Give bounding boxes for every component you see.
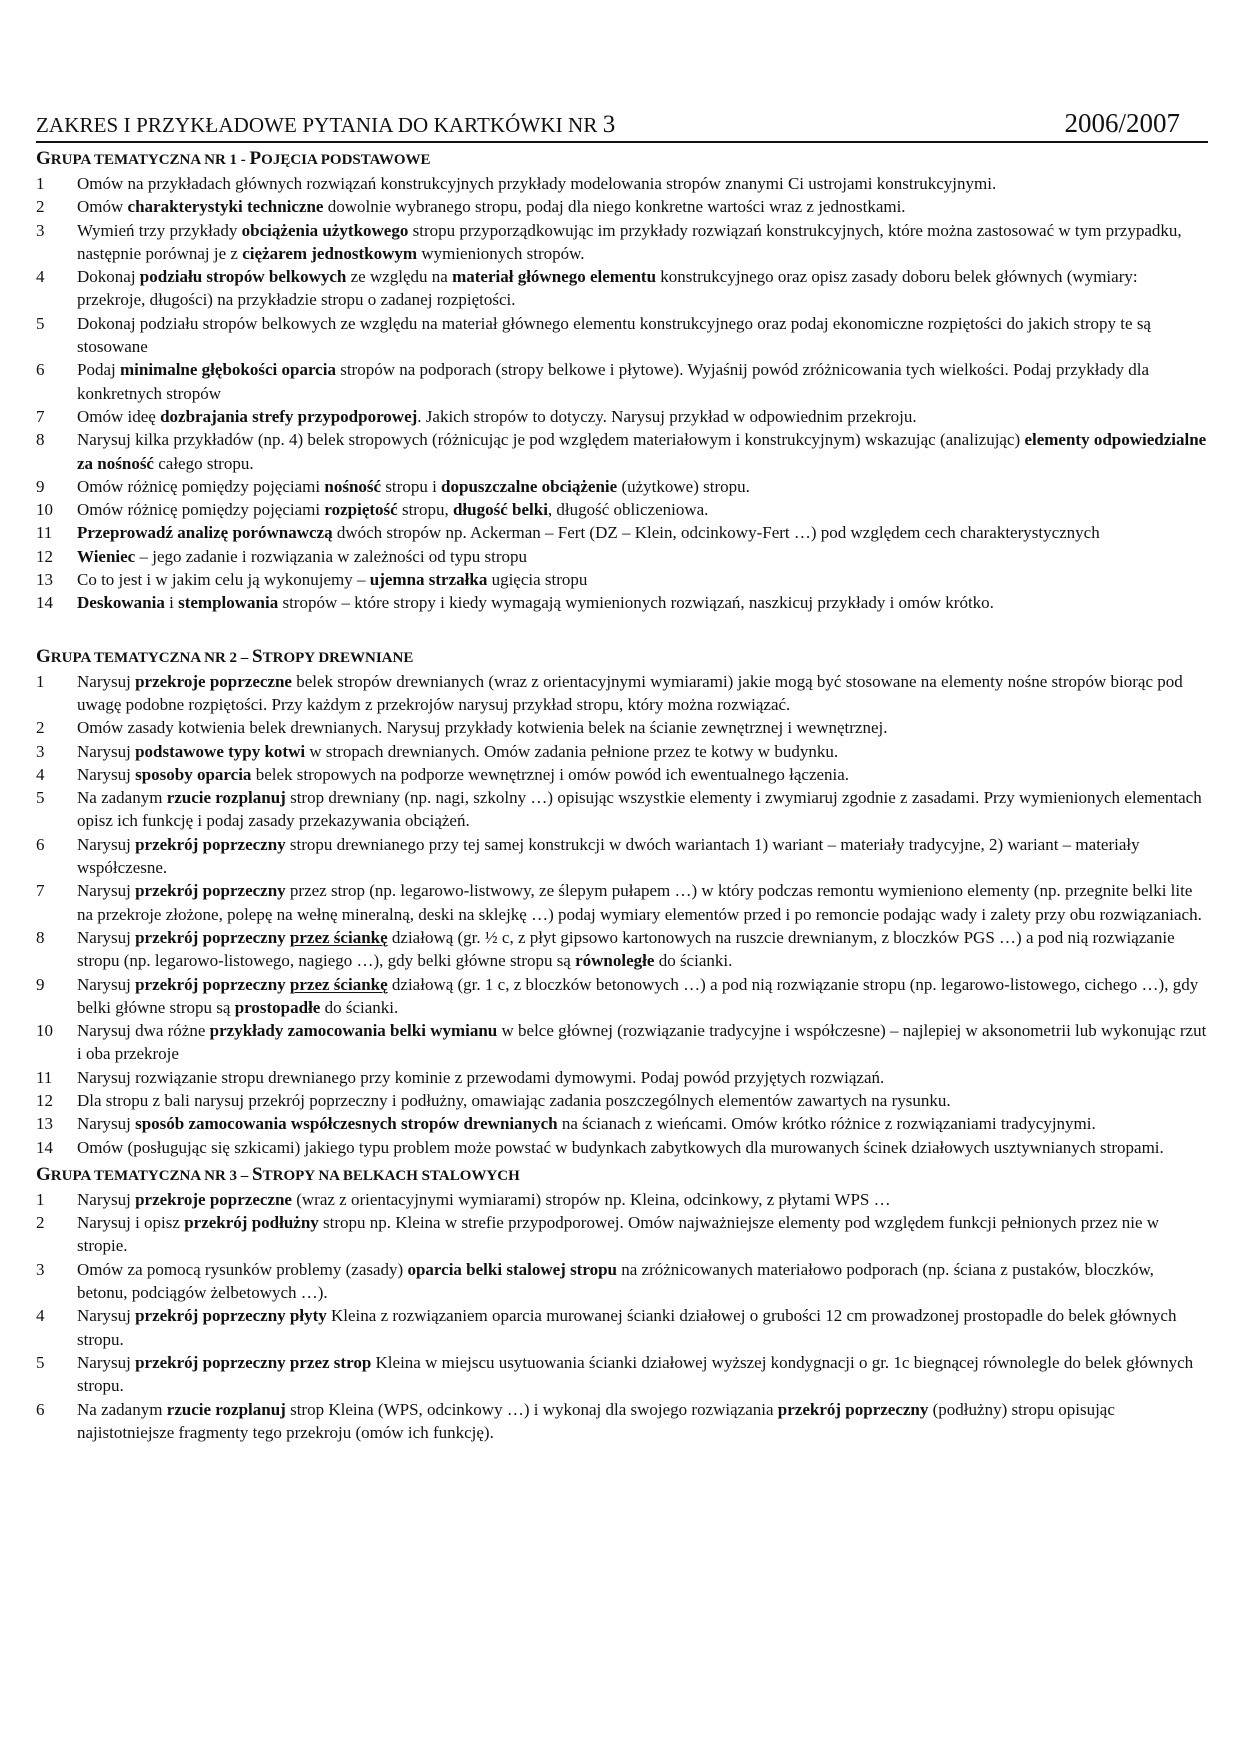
bold-term: przekrój poprzeczny przez strop: [135, 1352, 372, 1372]
text-segment: Narysuj: [77, 1306, 136, 1326]
question-number: 6: [36, 834, 45, 854]
question-number: 9: [36, 476, 45, 496]
question-number: 7: [36, 406, 45, 426]
underlined-term: [290, 975, 388, 994]
question-text: [77, 591, 1208, 614]
text-segment: działową (gr. ½ c, z płyt gipsowo kartonowych na ruszcie drewnianym, z bloczków PGS …) a pod nią rozwiązanie stropu (np. legarowo-listowego, nagiego …), gdy belki główne stropu są: [77, 927, 1175, 971]
question-number: 1: [36, 671, 45, 691]
bold-term: przekrój poprzeczny: [135, 927, 286, 947]
text-segment: Omów różnicę pomiędzy pojęciami: [77, 500, 325, 520]
question-number: 14: [36, 1137, 53, 1157]
question-number: 6: [36, 1399, 45, 1419]
text-segment: (podłużny) stropu opisując najistotniejsze fragmenty tego przekroju (omów ich funkcję).: [77, 1399, 1115, 1442]
text-segment: na ścianach z wieńcami. Omów krótko różnice z rozwiązaniami tradycyjnymi.: [557, 1114, 1096, 1134]
text-segment: w belce głównej (rozwiązanie tradycyjne i współczesne) – najlepiej w aksonometrii lub wykonując rzut i oba przekroje: [77, 1021, 1207, 1064]
question-number: 2: [36, 718, 45, 738]
bold-term: ciężarem jednostkowym: [242, 243, 418, 263]
question-text: [77, 1188, 1208, 1211]
question-item: [36, 1211, 1208, 1258]
question-item: [36, 265, 1208, 312]
text-segment: Narysuj: [77, 881, 136, 901]
question-text: [77, 1089, 1208, 1112]
question-number: 11: [36, 523, 53, 543]
text-segment: ugięcia stropu: [487, 570, 588, 590]
text-segment: Omów zasady kotwienia belek drewnianych. Narysuj przykłady kotwienia belek na ścianie zewnętrznej i wewnętrznej.: [77, 718, 888, 738]
title-number: 3: [602, 111, 616, 138]
question-number: 14: [36, 593, 53, 613]
text-segment: stropu drewnianego przy tej samej konstrukcji w dwóch wariantach 1) wariant – materiały tradycyjne, 2) wariant – materiały współczesne.: [77, 834, 1140, 878]
question-number: 1: [36, 1189, 45, 1209]
text-segment: ze względu na: [346, 267, 453, 287]
page-header: [36, 108, 1208, 143]
question-item: [36, 670, 1208, 717]
question-text: [77, 545, 1208, 568]
bold-term: przekrój poprzeczny: [135, 974, 286, 994]
question-number: 3: [36, 1259, 45, 1279]
question-number: 2: [36, 1213, 45, 1233]
question-number: 12: [36, 1090, 53, 1110]
question-text: [77, 926, 1208, 973]
bold-term: przekroje poprzeczne: [135, 671, 292, 691]
text-segment: (wraz z orientacyjnymi wymiarami) stropów np. Kleina, odcinkowy, z płytami WPS …: [291, 1189, 891, 1209]
question-text: [77, 1398, 1208, 1445]
question-item: [36, 716, 1208, 739]
bold-term: prostopadłe: [234, 997, 321, 1017]
question-text: [77, 568, 1208, 591]
question-number: 10: [36, 1021, 53, 1041]
question-item: [36, 973, 1208, 1020]
question-number: 8: [36, 430, 45, 450]
question-item: [36, 312, 1208, 359]
question-number: 4: [36, 267, 45, 287]
text-segment: Narysuj: [77, 671, 136, 691]
question-list: [36, 670, 1208, 1159]
document-page: [36, 108, 1208, 1444]
question-text: [77, 265, 1208, 312]
bold-term: sposoby oparcia: [135, 764, 252, 784]
question-item: [36, 1066, 1208, 1089]
bold-term: charakterystyki techniczne: [127, 197, 324, 217]
question-item: [36, 1136, 1208, 1159]
text-segment: całego stropu.: [153, 453, 254, 473]
bold-term: długość belki: [452, 500, 548, 520]
bold-term: przekrój poprzeczny płyty: [135, 1306, 327, 1326]
question-item: [36, 358, 1208, 405]
question-item: [36, 568, 1208, 591]
bold-term: Deskowania: [77, 593, 165, 613]
title-text: ZAKRES I PRZYKŁADOWE PYTANIA DO KARTKÓWKI NR: [36, 113, 598, 137]
bold-term: materiał głównego elementu: [452, 267, 657, 287]
question-number: 6: [36, 360, 45, 380]
question-text: [77, 716, 1208, 739]
text-segment: strop Kleina (WPS, odcinkowy …) i wykonaj dla swojego rozwiązania: [285, 1399, 778, 1419]
text-segment: – jego zadanie i rozwiązania w zależności od typu stropu: [135, 546, 528, 566]
text-segment: wymienionych stropów.: [417, 243, 585, 263]
question-item: [36, 219, 1208, 266]
text-segment: Omów: [77, 197, 128, 217]
question-text: [77, 1019, 1208, 1066]
text-segment: do ścianki.: [654, 951, 733, 971]
text-segment: (użytkowe) stropu.: [617, 476, 750, 496]
question-number: 7: [36, 881, 45, 901]
question-item: [36, 1188, 1208, 1211]
question-text: [77, 763, 1208, 786]
underlined-term: [290, 928, 388, 947]
bold-term: nośność: [324, 476, 382, 496]
question-text: [77, 1351, 1208, 1398]
question-text: [77, 1066, 1208, 1089]
question-item: [36, 763, 1208, 786]
topic-group-3: [36, 1163, 1208, 1444]
text-segment: Narysuj: [77, 1114, 136, 1134]
text-segment: i: [164, 593, 179, 613]
text-segment: dowolnie wybranego stropu, podaj dla niego konkretne wartości wraz z jednostkami.: [323, 197, 906, 217]
question-item: [36, 172, 1208, 195]
text-segment: stropu przyporządkowując im przykłady rozwiązań konstrukcyjnych, które można zastosować w tym przypadku, następnie porównaj je z: [77, 220, 1182, 263]
text-segment: Narysuj rozwiązanie stropu drewnianego przy kominie z przewodami dymowymi. Podaj powód przyjętych rozwiązań.: [77, 1067, 885, 1087]
question-item: [36, 1089, 1208, 1112]
bold-term: przekrój poprzeczny: [135, 834, 286, 854]
question-number: 13: [36, 570, 53, 590]
text-segment: Omów na przykładach głównych rozwiązań konstrukcyjnych przykłady modelowania stropów znanymi Ci ustrojami konstrukcyjnymi.: [77, 174, 997, 193]
question-text: [77, 833, 1208, 880]
text-segment: stropów – które stropy i kiedy wymagają wymienionych rozwiązań, naszkicuj przykłady i omów krótko.: [278, 593, 994, 613]
question-number: 5: [36, 788, 45, 808]
question-number: 3: [36, 220, 45, 240]
bold-term: dozbrajania strefy przypodporowej: [160, 406, 418, 426]
text-segment: Omów za pomocą rysunków problemy (zasady): [77, 1259, 408, 1279]
question-text: [77, 1304, 1208, 1351]
bold-term: rzucie rozplanuj: [166, 788, 286, 808]
question-text: [77, 1258, 1208, 1305]
text-segment: Kleina w miejscu usytuowania ścianki działowej wyższej kondygnacji o gr. 1c biegnącej równolegle do belek głównych stropu.: [77, 1352, 1194, 1396]
text-segment: belek stropowych na podporze wewnętrznej i omów powód ich ewentualnego łączenia.: [251, 764, 850, 784]
question-text: [77, 195, 1208, 218]
document-title: [36, 111, 615, 139]
bold-term: sposób zamocowania współczesnych stropów drewnianych: [135, 1114, 558, 1134]
text-segment: Narysuj dwa różne: [77, 1021, 210, 1041]
question-text: [77, 498, 1208, 521]
question-text: [77, 1112, 1208, 1135]
text-segment: Narysuj: [77, 1189, 136, 1209]
question-text: [77, 312, 1208, 359]
bold-term: Przeprowadź analizę porównawczą: [77, 523, 333, 543]
text-segment: belek stropów drewnianych (wraz z orientacyjnymi wymiarami) jakie mogą być stosowane na elementy nośne stropów biorąc pod uwagę podobne rozpiętości. Przy każdym z przekrojów narysuj przykład stropu, który można rozwiązać.: [77, 671, 1183, 714]
question-number: 4: [36, 1306, 45, 1326]
bold-term: równoległe: [575, 951, 655, 971]
group-title: GRUPA TEMATYCZNA NR 1 - POJĘCIA PODSTAWOWE: [36, 148, 431, 169]
text-segment: Narysuj: [77, 927, 136, 947]
text-segment: strop drewniany (np. nagi, szkolny …) opisując wszystkie elementy i zwymiaruj zgodnie z zasadami. Przy wymienionych elementach opisz ich funkcję i podaj zasady przekazywania obciążeń.: [77, 788, 1202, 831]
text-segment: Dla stropu z bali narysuj przekrój poprzeczny i podłużny, omawiając zadania poszczególnych elementów zawartych na rysunku.: [77, 1090, 951, 1110]
text-segment: stropów na podporach (stropy belkowe i płytowe). Wyjaśnij powód zróżnicowania tych wielkości. Podaj przykłady dla konkretnych stropów: [77, 360, 1150, 403]
question-item: [36, 1398, 1208, 1445]
topic-group-1: [36, 147, 1208, 615]
text-segment: przez strop (np. legarowo-listwowy, ze ślepym pułapem …) w który podczas remontu wymieniono elementy (np. przegnite belki lite na przekroje złożone, polepę na wełnę mineralną, deski na sklejkę …) podaj wymiary elementów przed i po remoncie podając wady i zalety przy obu rozwiązaniach.: [77, 881, 1202, 924]
question-text: [77, 670, 1208, 717]
question-number: 13: [36, 1114, 53, 1134]
question-text: [77, 521, 1208, 544]
question-item: [36, 521, 1208, 544]
question-item: [36, 195, 1208, 218]
bold-term: elementy odpowiedzialne za nośność: [77, 430, 1207, 473]
bold-term: przez ściankę: [289, 927, 388, 947]
question-number: 9: [36, 974, 45, 994]
question-item: [36, 545, 1208, 568]
text-segment: Narysuj: [77, 764, 136, 784]
question-item: [36, 428, 1208, 475]
bold-term: podstawowe typy kotwi: [135, 741, 306, 761]
question-text: [77, 740, 1208, 763]
question-item: [36, 1019, 1208, 1066]
question-text: [77, 973, 1208, 1020]
question-item: [36, 1351, 1208, 1398]
question-number: 11: [36, 1067, 53, 1087]
text-segment: Omów różnicę pomiędzy pojęciami: [77, 476, 325, 496]
text-segment: Na zadanym: [77, 788, 167, 808]
bold-term: przekrój poprzeczny: [135, 881, 286, 901]
question-text: [77, 172, 1208, 195]
text-segment: Kleina z rozwiązaniem oparcia murowanej ścianki działowej o grubości 12 cm prowadzonej prostopadle do belek głównych stropu.: [77, 1306, 1177, 1349]
question-number: 5: [36, 313, 45, 333]
text-segment: działową (gr. 1 c, z bloczków betonowych …) a pod nią rozwiązanie stropu (np. legarowo-listowego, cichego …), gdy belki główne stropu są: [77, 974, 1199, 1017]
question-text: [77, 1136, 1208, 1159]
bold-term: podziału stropów belkowych: [139, 267, 347, 287]
bold-term: dopuszczalne obciążenie: [441, 476, 618, 496]
question-number: 2: [36, 197, 45, 217]
question-number: 5: [36, 1352, 45, 1372]
text-segment: , długość obliczeniowa.: [547, 500, 709, 520]
bold-term: Wieniec: [77, 546, 136, 566]
question-item: [36, 475, 1208, 498]
bold-term: ujemna strzałka: [369, 570, 488, 590]
question-item: [36, 1304, 1208, 1351]
question-text: [77, 428, 1208, 475]
text-segment: Omów (posługując się szkicami) jakiego typu problem może powstać w budynkach zabytkowych dla murowanych ścinek działowych usztywnianych stropami.: [77, 1137, 1164, 1157]
text-segment: Narysuj: [77, 834, 136, 854]
bold-term: przekrój podłużny: [184, 1213, 319, 1233]
text-segment: stropu,: [397, 500, 453, 520]
text-segment: Narysuj: [77, 741, 136, 761]
question-text: [77, 358, 1208, 405]
question-text: [77, 1211, 1208, 1258]
bold-term: obciążenia użytkowego: [241, 220, 409, 240]
text-segment: stropu np. Kleina w strefie przypodporowej. Omów najważniejsze elementy pod względem funkcji pełnionych przez nie w stropie.: [77, 1213, 1160, 1256]
text-segment: Narysuj i opisz: [77, 1213, 185, 1233]
question-text: [77, 405, 1208, 428]
text-segment: Wymień trzy przykłady: [77, 220, 242, 240]
text-segment: konstrukcyjnego oraz opisz zasady doboru belek głównych (wymiary: przekroje, długości) na przykładzie stropu o zadanej rozpiętości.: [77, 267, 1138, 310]
text-segment: do ścianki.: [320, 997, 399, 1017]
text-segment: Co to jest i w jakim celu ją wykonujemy –: [77, 570, 370, 590]
bold-term: oparcia belki stalowej stropu: [407, 1259, 617, 1279]
question-text: [77, 475, 1208, 498]
question-number: 8: [36, 927, 45, 947]
text-segment: Podaj: [77, 360, 120, 380]
bold-term: przekroje poprzeczne: [135, 1189, 292, 1209]
question-number: 10: [36, 500, 53, 520]
text-segment: Dokonaj: [77, 267, 140, 287]
question-item: [36, 926, 1208, 973]
academic-year: 2006/2007: [1064, 108, 1180, 138]
question-text: [77, 786, 1208, 833]
group-title: GRUPA TEMATYCZNA NR 3 – STROPY NA BELKACH STALOWYCH: [36, 1163, 520, 1185]
question-item: [36, 833, 1208, 880]
question-item: [36, 1258, 1208, 1305]
bold-term: minimalne głębokości oparcia: [119, 360, 336, 380]
question-text: [77, 879, 1208, 926]
text-segment: Narysuj: [77, 1352, 136, 1372]
question-item: [36, 786, 1208, 833]
question-number: 3: [36, 741, 45, 761]
bold-term: przykłady zamocowania belki wymianu: [209, 1021, 498, 1041]
question-item: [36, 498, 1208, 521]
question-item: [36, 740, 1208, 763]
question-number: 12: [36, 546, 53, 566]
bold-term: przez ściankę: [289, 974, 388, 994]
question-item: [36, 405, 1208, 428]
bold-term: rozpiętość: [324, 500, 398, 520]
text-segment: Narysuj kilka przykładów (np. 4) belek stropowych (różnicując je pod względem materiałowym i konstrukcyjnym) wskazując (analizując): [77, 430, 1025, 450]
topic-group-2: [36, 645, 1208, 1159]
text-segment: Omów ideę: [77, 406, 161, 426]
text-segment: na zróżnicowanych materiałowo podporach (np. ściana z pustaków, bloczków, betonu, podciągów żelbetowych …).: [77, 1259, 1154, 1303]
text-segment: Na zadanym: [77, 1399, 167, 1419]
question-list: [36, 172, 1208, 615]
text-segment: stropu i: [381, 476, 442, 496]
text-segment: Narysuj: [77, 974, 136, 994]
bold-term: rzucie rozplanuj: [166, 1399, 286, 1419]
question-item: [36, 1112, 1208, 1135]
text-segment: Dokonaj podziału stropów belkowych ze względu na materiał głównego elementu konstrukcyjnego oraz podaj ekonomiczne rozpiętości do jakich stropy te są stosowane: [77, 313, 1151, 357]
group-title: GRUPA TEMATYCZNA NR 2 – STROPY DREWNIANE: [36, 645, 414, 667]
question-number: 4: [36, 764, 45, 784]
question-list: [36, 1188, 1208, 1444]
text-segment: w stropach drewnianych. Omów zadania pełnione przez te kotwy w budynku.: [305, 741, 839, 761]
question-text: [77, 219, 1208, 266]
question-item: [36, 591, 1208, 614]
text-segment: . Jakich stropów to dotyczy. Narysuj przykład w odpowiednim przekroju.: [417, 406, 917, 426]
question-item: [36, 879, 1208, 926]
bold-term: przekrój poprzeczny: [777, 1399, 929, 1419]
bold-term: stemplowania: [178, 593, 279, 613]
question-number: 1: [36, 174, 45, 193]
text-segment: dwóch stropów np. Ackerman – Fert (DZ – Klein, odcinkowy-Fert …) pod względem cech charakterystycznych: [332, 523, 1100, 543]
